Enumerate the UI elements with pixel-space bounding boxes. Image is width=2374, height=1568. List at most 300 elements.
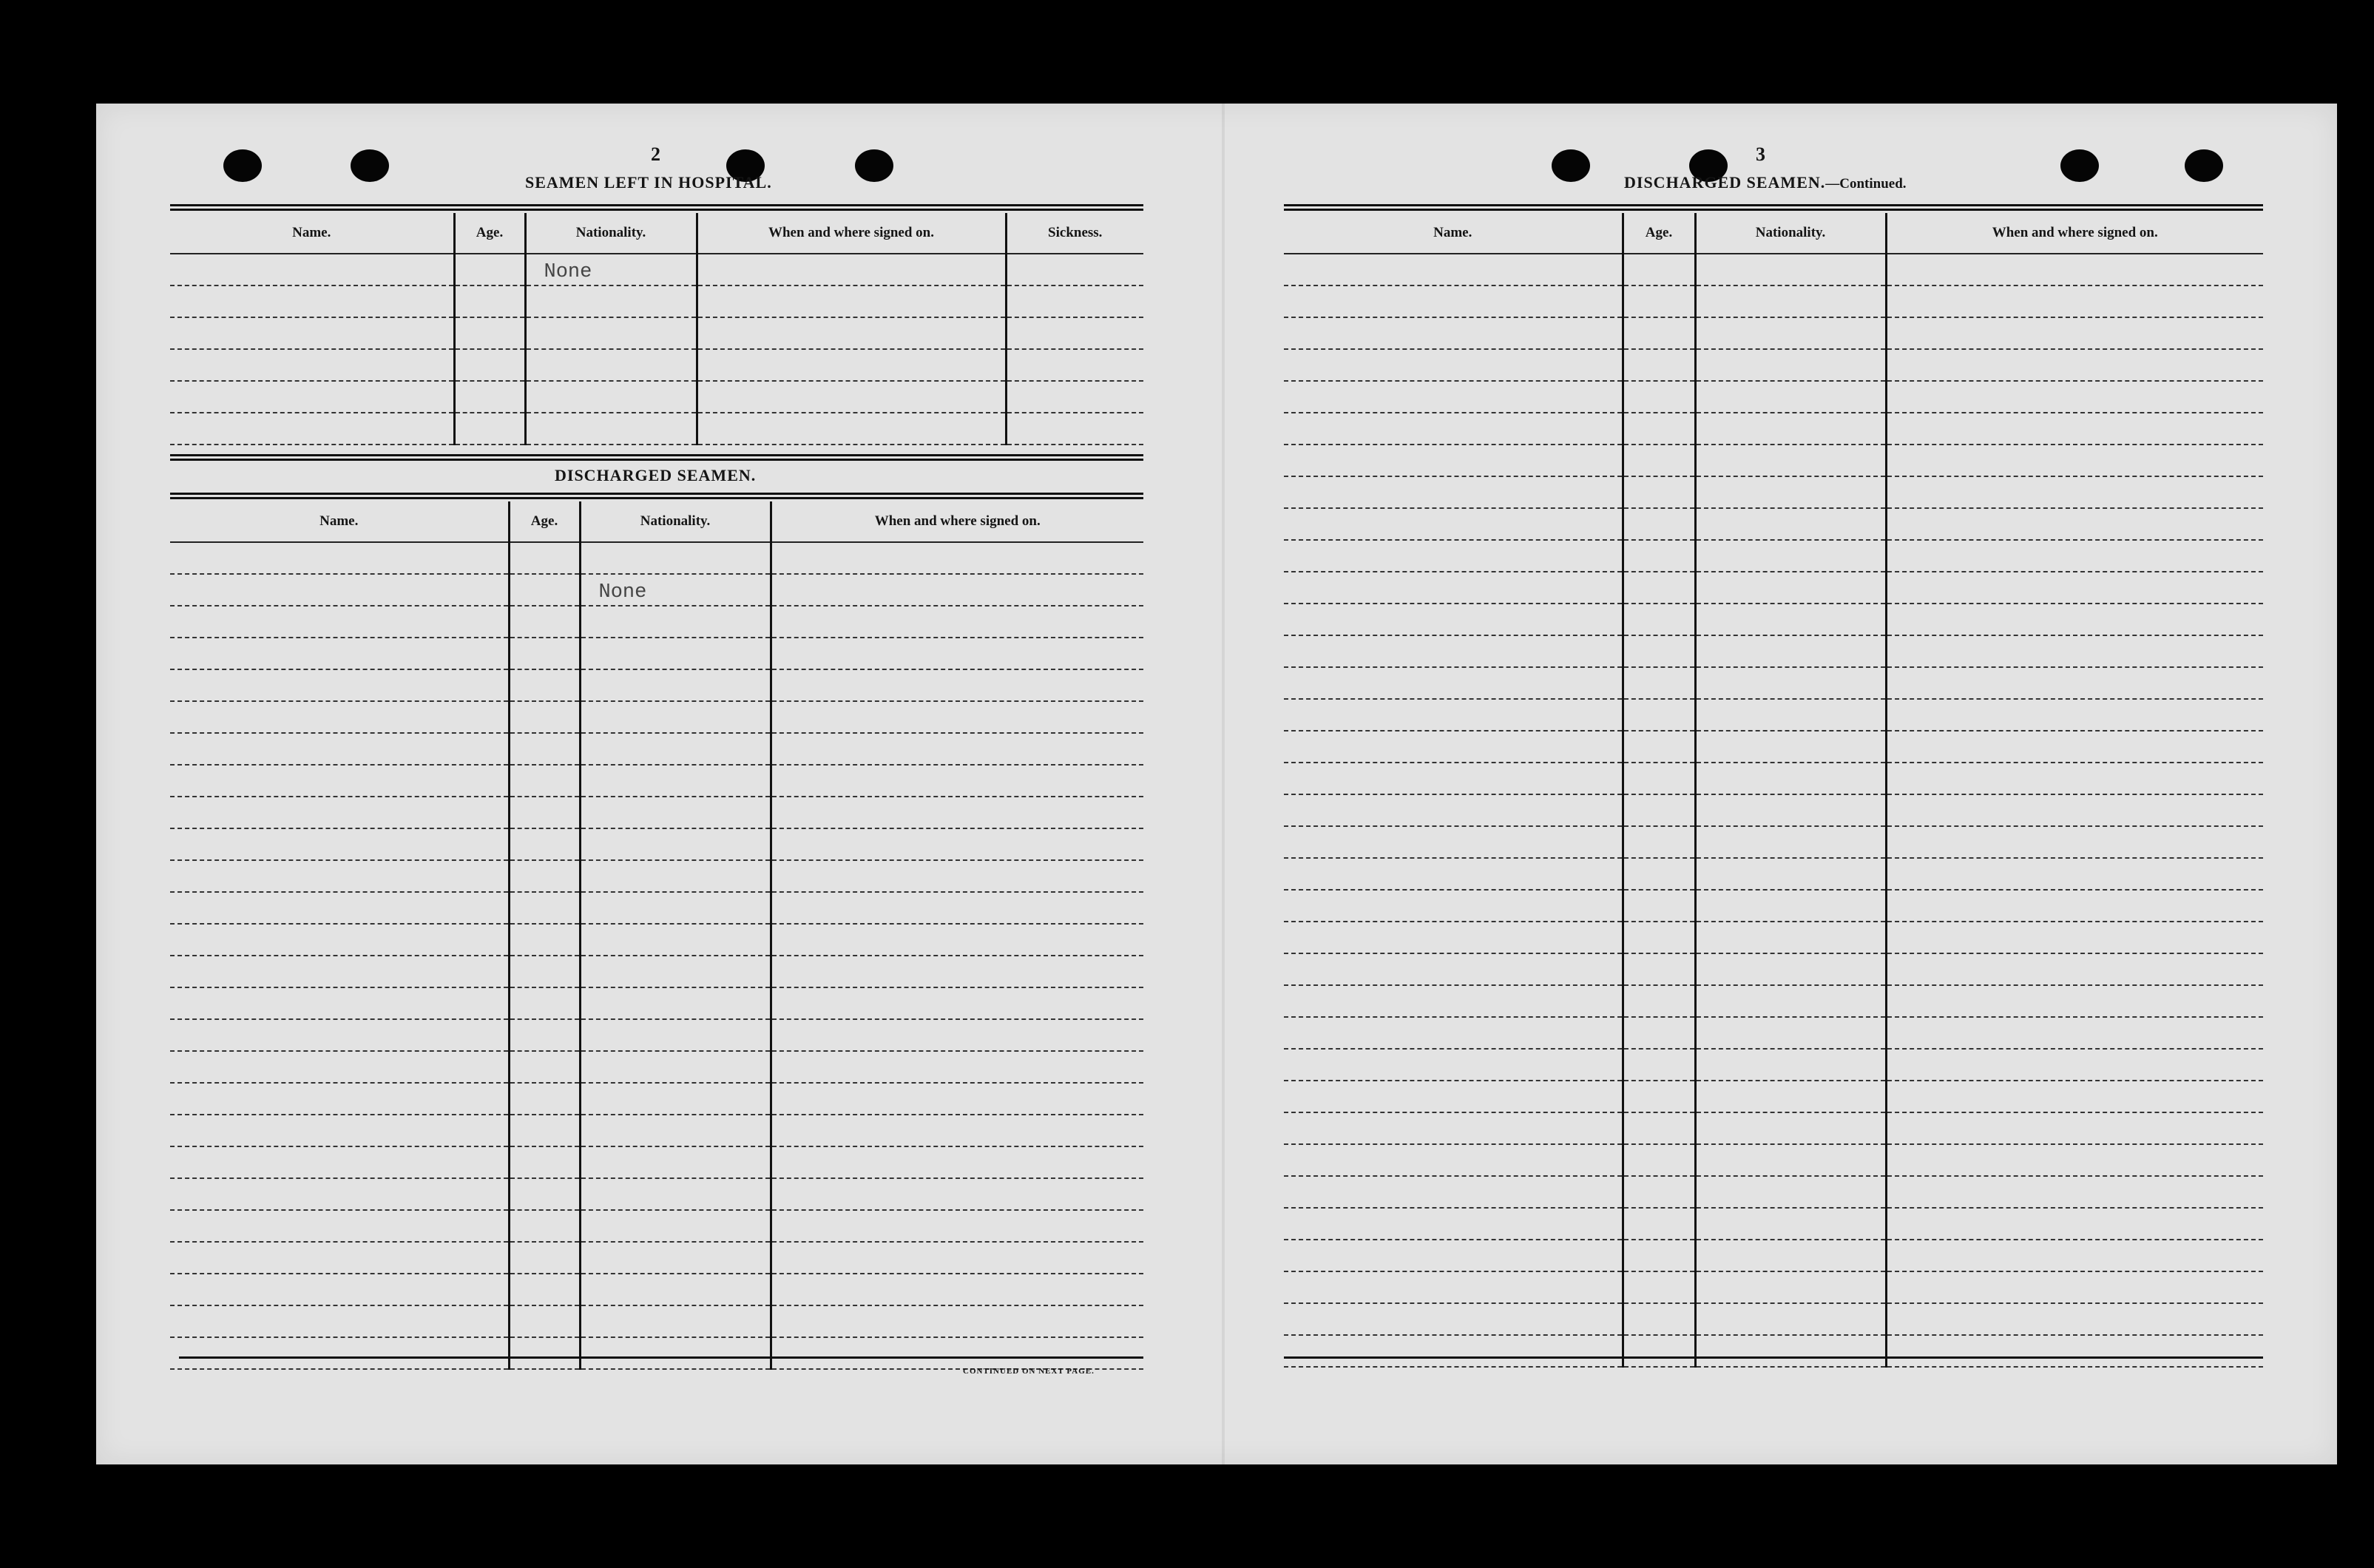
age-cell xyxy=(1623,985,1695,1017)
nationality-cell xyxy=(1695,1176,1886,1208)
nationality-cell xyxy=(525,254,697,285)
nationality-cell xyxy=(580,606,771,638)
table-row xyxy=(1284,349,2263,381)
age-cell xyxy=(1623,922,1695,953)
age-cell xyxy=(454,254,525,285)
table-row xyxy=(170,542,1143,574)
name-cell xyxy=(1284,1176,1623,1208)
table-row xyxy=(1284,699,2263,731)
age-cell xyxy=(1623,540,1695,572)
table-row xyxy=(1284,445,2263,476)
age-cell xyxy=(1623,1303,1695,1335)
age-cell xyxy=(1623,317,1695,349)
signed-on-cell xyxy=(1886,604,2263,635)
table-row xyxy=(1284,858,2263,890)
age-cell xyxy=(509,1178,580,1210)
age-cell xyxy=(509,956,580,987)
punch-hole xyxy=(223,149,262,182)
nationality-cell xyxy=(1695,317,1886,349)
column-header-name: Name. xyxy=(170,213,454,254)
name-cell xyxy=(170,1178,509,1210)
double-rule xyxy=(170,204,1143,211)
page-number: 3 xyxy=(1756,143,1765,165)
table-row xyxy=(1284,953,2263,985)
hospital-section-title: SEAMEN LEFT IN HOSPITAL. xyxy=(525,173,772,192)
nationality-cell xyxy=(580,1305,771,1337)
age-cell xyxy=(1623,763,1695,794)
table-row xyxy=(1284,985,2263,1017)
discharged-continued-table xyxy=(1284,213,2263,1368)
table-row xyxy=(170,669,1143,701)
signed-on-cell xyxy=(697,381,1006,413)
table-row xyxy=(1284,922,2263,953)
signed-on-cell xyxy=(1886,1176,2263,1208)
nationality-cell xyxy=(1695,254,1886,285)
signed-on-cell xyxy=(771,1210,1143,1242)
name-cell xyxy=(170,1337,509,1369)
signed-on-cell xyxy=(1886,476,2263,508)
table-row xyxy=(170,765,1143,797)
nationality-cell xyxy=(1695,858,1886,890)
signed-on-cell xyxy=(1886,540,2263,572)
table-row xyxy=(170,987,1143,1019)
bottom-rule xyxy=(179,1356,1143,1359)
nationality-cell xyxy=(1695,1335,1886,1367)
signed-on-cell xyxy=(1886,1112,2263,1144)
age-cell xyxy=(1623,349,1695,381)
table-row xyxy=(1284,890,2263,922)
signed-on-cell xyxy=(771,1305,1143,1337)
age-cell xyxy=(509,987,580,1019)
name-cell xyxy=(1284,1081,1623,1112)
signed-on-cell xyxy=(771,765,1143,797)
signed-on-cell xyxy=(697,317,1006,349)
name-cell xyxy=(170,1146,509,1178)
table-row xyxy=(1284,317,2263,349)
discharged-rows xyxy=(170,542,1143,1369)
name-cell xyxy=(1284,285,1623,317)
name-cell xyxy=(170,254,454,285)
age-cell xyxy=(1623,572,1695,604)
table-row xyxy=(1284,635,2263,667)
nationality-cell xyxy=(1695,826,1886,858)
name-cell xyxy=(1284,890,1623,922)
age-cell xyxy=(509,860,580,892)
name-cell xyxy=(1284,381,1623,413)
signed-on-cell xyxy=(1886,254,2263,285)
nationality-cell xyxy=(1695,1144,1886,1176)
name-cell xyxy=(170,1242,509,1274)
nationality-cell xyxy=(1695,445,1886,476)
age-cell xyxy=(509,1210,580,1242)
age-cell xyxy=(509,1051,580,1083)
table-row xyxy=(1284,604,2263,635)
name-cell xyxy=(1284,1335,1623,1367)
nationality-cell xyxy=(1695,1017,1886,1049)
table-row xyxy=(170,924,1143,956)
age-cell xyxy=(509,701,580,733)
age-cell xyxy=(1623,445,1695,476)
nationality-cell xyxy=(1695,953,1886,985)
age-cell xyxy=(1623,1112,1695,1144)
age-cell xyxy=(509,638,580,669)
age-cell xyxy=(1623,731,1695,763)
signed-on-cell xyxy=(1886,667,2263,699)
name-cell xyxy=(1284,476,1623,508)
name-cell xyxy=(1284,922,1623,953)
name-cell xyxy=(1284,1144,1623,1176)
name-cell xyxy=(170,381,454,413)
table-row xyxy=(170,1210,1143,1242)
table-row xyxy=(1284,1208,2263,1240)
table-row xyxy=(1284,540,2263,572)
column-header-nationality: Nationality. xyxy=(525,213,697,254)
name-cell xyxy=(170,733,509,765)
signed-on-cell xyxy=(771,1146,1143,1178)
nationality-cell xyxy=(580,733,771,765)
name-cell xyxy=(170,860,509,892)
signed-on-cell xyxy=(1886,890,2263,922)
name-cell xyxy=(170,797,509,828)
nationality-cell xyxy=(1695,413,1886,445)
table-row xyxy=(170,828,1143,860)
name-cell xyxy=(170,669,509,701)
table-row xyxy=(1284,794,2263,826)
name-cell xyxy=(1284,667,1623,699)
table-row xyxy=(170,1146,1143,1178)
signed-on-cell xyxy=(771,797,1143,828)
table-row xyxy=(170,413,1143,445)
age-cell xyxy=(1623,635,1695,667)
nationality-cell xyxy=(580,1051,771,1083)
signed-on-cell xyxy=(771,987,1143,1019)
column-header-age: Age. xyxy=(454,213,525,254)
signed-on-cell xyxy=(771,1242,1143,1274)
column-header-nationality: Nationality. xyxy=(1695,213,1886,254)
signed-on-cell xyxy=(771,1337,1143,1369)
signed-on-cell xyxy=(771,956,1143,987)
age-cell xyxy=(1623,508,1695,540)
name-cell xyxy=(1284,317,1623,349)
column-header-signed-on: When and where signed on. xyxy=(1886,213,2263,254)
name-cell xyxy=(170,987,509,1019)
nationality-cell xyxy=(1695,476,1886,508)
age-cell xyxy=(1623,1208,1695,1240)
table-row xyxy=(170,1305,1143,1337)
column-header-age: Age. xyxy=(509,501,580,542)
signed-on-cell xyxy=(771,924,1143,956)
age-cell xyxy=(1623,254,1695,285)
name-cell xyxy=(1284,540,1623,572)
nationality-cell xyxy=(1695,763,1886,794)
signed-on-cell xyxy=(1886,1081,2263,1112)
signed-on-cell xyxy=(1886,922,2263,953)
nationality-cell xyxy=(1695,1303,1886,1335)
name-cell xyxy=(170,606,509,638)
discharged-section-title: DISCHARGED SEAMEN. xyxy=(555,466,757,484)
name-cell xyxy=(170,1274,509,1305)
sickness-cell xyxy=(1006,413,1143,445)
nationality-cell xyxy=(1695,1208,1886,1240)
name-cell xyxy=(1284,635,1623,667)
name-cell xyxy=(170,285,454,317)
discharged-continued-title xyxy=(1624,173,1907,192)
continued-rows xyxy=(1284,254,2263,1367)
signed-on-cell xyxy=(1886,413,2263,445)
nationality-cell xyxy=(1695,1240,1886,1271)
signed-on-cell xyxy=(1886,445,2263,476)
nationality-cell xyxy=(1695,699,1886,731)
name-cell xyxy=(170,701,509,733)
signed-on-cell xyxy=(1886,349,2263,381)
age-cell xyxy=(509,1274,580,1305)
nationality-cell xyxy=(580,828,771,860)
table-row xyxy=(1284,1049,2263,1081)
table-row xyxy=(1284,1271,2263,1303)
name-cell xyxy=(170,413,454,445)
age-cell xyxy=(509,797,580,828)
age-cell xyxy=(1623,1081,1695,1112)
name-cell xyxy=(170,924,509,956)
nationality-cell xyxy=(580,1178,771,1210)
signed-on-cell xyxy=(1886,794,2263,826)
document-sheet xyxy=(96,104,2337,1464)
table-row xyxy=(170,349,1143,381)
table-row xyxy=(1284,1176,2263,1208)
table-row xyxy=(1284,476,2263,508)
name-cell xyxy=(170,349,454,381)
bottom-rule xyxy=(1284,1356,2263,1359)
age-cell xyxy=(509,574,580,606)
sickness-cell xyxy=(1006,285,1143,317)
name-cell xyxy=(170,1083,509,1115)
name-cell xyxy=(1284,604,1623,635)
table-row xyxy=(1284,1303,2263,1335)
age-cell xyxy=(509,669,580,701)
hospital-header-row xyxy=(170,213,1143,254)
table-row xyxy=(170,1115,1143,1146)
signed-on-cell xyxy=(1886,1144,2263,1176)
table-row xyxy=(1284,763,2263,794)
nationality-cell xyxy=(580,1210,771,1242)
table-row xyxy=(1284,1144,2263,1176)
page-number: 2 xyxy=(651,143,660,165)
sickness-cell xyxy=(1006,349,1143,381)
table-row xyxy=(170,701,1143,733)
section-title-text: DISCHARGED SEAMEN. xyxy=(1624,173,1826,192)
signed-on-cell xyxy=(1886,1240,2263,1271)
nationality-cell xyxy=(525,413,697,445)
nationality-cell xyxy=(580,701,771,733)
signed-on-cell xyxy=(771,638,1143,669)
signed-on-cell xyxy=(697,254,1006,285)
name-cell xyxy=(1284,953,1623,985)
table-row xyxy=(1284,285,2263,317)
age-cell xyxy=(454,381,525,413)
age-cell xyxy=(454,317,525,349)
age-cell xyxy=(509,828,580,860)
table-row xyxy=(1284,381,2263,413)
nationality-cell xyxy=(580,1146,771,1178)
age-cell xyxy=(509,892,580,924)
nationality-cell xyxy=(580,574,771,606)
age-cell xyxy=(1623,1049,1695,1081)
signed-on-cell xyxy=(771,1083,1143,1115)
age-cell xyxy=(1623,476,1695,508)
table-row xyxy=(1284,667,2263,699)
column-header-age: Age. xyxy=(1623,213,1695,254)
left-page xyxy=(96,104,1220,1464)
name-cell xyxy=(1284,254,1623,285)
right-page xyxy=(1225,104,2337,1464)
name-cell xyxy=(1284,985,1623,1017)
nationality-cell xyxy=(580,860,771,892)
signed-on-cell xyxy=(1886,1335,2263,1367)
age-cell xyxy=(1623,1240,1695,1271)
nationality-cell xyxy=(580,1274,771,1305)
signed-on-cell xyxy=(697,349,1006,381)
age-cell xyxy=(509,1115,580,1146)
nationality-cell xyxy=(580,987,771,1019)
nationality-cell xyxy=(1695,922,1886,953)
signed-on-cell xyxy=(771,828,1143,860)
age-cell xyxy=(509,1146,580,1178)
name-cell xyxy=(1284,699,1623,731)
table-row xyxy=(1284,826,2263,858)
nationality-cell xyxy=(580,765,771,797)
typed-entry: None xyxy=(544,261,592,283)
name-cell xyxy=(1284,445,1623,476)
table-row xyxy=(170,1337,1143,1369)
name-cell xyxy=(1284,858,1623,890)
age-cell xyxy=(509,733,580,765)
double-rule xyxy=(170,454,1143,461)
sickness-cell xyxy=(1006,317,1143,349)
nationality-cell xyxy=(580,1083,771,1115)
nationality-cell xyxy=(1695,572,1886,604)
nationality-cell xyxy=(525,381,697,413)
nationality-cell xyxy=(1695,349,1886,381)
table-row xyxy=(170,254,1143,285)
signed-on-cell xyxy=(771,1178,1143,1210)
signed-on-cell xyxy=(1886,858,2263,890)
nationality-cell xyxy=(580,924,771,956)
signed-on-cell xyxy=(1886,1303,2263,1335)
name-cell xyxy=(170,574,509,606)
signed-on-cell xyxy=(1886,1208,2263,1240)
punch-hole xyxy=(2060,149,2099,182)
punch-hole xyxy=(2185,149,2223,182)
age-cell xyxy=(454,349,525,381)
age-cell xyxy=(1623,953,1695,985)
punch-hole xyxy=(1552,149,1590,182)
signed-on-cell xyxy=(697,413,1006,445)
age-cell xyxy=(1623,604,1695,635)
nationality-cell xyxy=(1695,1112,1886,1144)
age-cell xyxy=(1623,826,1695,858)
name-cell xyxy=(1284,1112,1623,1144)
nationality-cell xyxy=(1695,890,1886,922)
continued-suffix: —Continued. xyxy=(1825,176,1907,192)
name-cell xyxy=(1284,763,1623,794)
typed-entry: None xyxy=(598,581,647,604)
signed-on-cell xyxy=(771,1019,1143,1051)
nationality-cell xyxy=(580,638,771,669)
name-cell xyxy=(170,1305,509,1337)
table-row xyxy=(170,1242,1143,1274)
header-row xyxy=(1284,213,2263,254)
name-cell xyxy=(1284,826,1623,858)
nationality-cell xyxy=(1695,985,1886,1017)
nationality-cell xyxy=(1695,604,1886,635)
table-row xyxy=(170,1274,1143,1305)
signed-on-cell xyxy=(1886,572,2263,604)
nationality-cell xyxy=(1695,667,1886,699)
discharged-header-row xyxy=(170,501,1143,542)
age-cell xyxy=(1623,413,1695,445)
table-row xyxy=(1284,413,2263,445)
discharged-table xyxy=(170,501,1143,1370)
table-row xyxy=(1284,1017,2263,1049)
signed-on-cell xyxy=(1886,508,2263,540)
age-cell xyxy=(1623,699,1695,731)
age-cell xyxy=(454,413,525,445)
name-cell xyxy=(170,638,509,669)
column-header-name: Name. xyxy=(170,501,509,542)
table-row xyxy=(1284,254,2263,285)
age-cell xyxy=(509,765,580,797)
age-cell xyxy=(1623,1271,1695,1303)
signed-on-cell xyxy=(1886,763,2263,794)
table-row xyxy=(170,956,1143,987)
signed-on-cell xyxy=(1886,731,2263,763)
signed-on-cell xyxy=(771,1115,1143,1146)
name-cell xyxy=(170,1115,509,1146)
age-cell xyxy=(454,285,525,317)
signed-on-cell xyxy=(1886,1049,2263,1081)
age-cell xyxy=(509,1242,580,1274)
signed-on-cell xyxy=(771,606,1143,638)
age-cell xyxy=(509,1083,580,1115)
name-cell xyxy=(1284,572,1623,604)
sickness-cell xyxy=(1006,381,1143,413)
nationality-cell xyxy=(1695,381,1886,413)
nationality-cell xyxy=(580,956,771,987)
nationality-cell xyxy=(580,1337,771,1369)
table-row xyxy=(170,733,1143,765)
signed-on-cell xyxy=(1886,381,2263,413)
age-cell xyxy=(509,606,580,638)
double-rule xyxy=(1284,204,2263,211)
name-cell xyxy=(170,317,454,349)
double-rule xyxy=(170,493,1143,499)
age-cell xyxy=(509,1019,580,1051)
nationality-cell xyxy=(1695,635,1886,667)
signed-on-cell xyxy=(771,574,1143,606)
sickness-cell xyxy=(1006,254,1143,285)
age-cell xyxy=(1623,381,1695,413)
nationality-cell xyxy=(580,1242,771,1274)
name-cell xyxy=(1284,1240,1623,1271)
table-row xyxy=(170,285,1143,317)
column-header-signed-on: When and where signed on. xyxy=(697,213,1006,254)
age-cell xyxy=(1623,285,1695,317)
age-cell xyxy=(1623,1017,1695,1049)
table-row xyxy=(170,574,1143,606)
name-cell xyxy=(170,828,509,860)
age-cell xyxy=(1623,890,1695,922)
table-row xyxy=(1284,731,2263,763)
